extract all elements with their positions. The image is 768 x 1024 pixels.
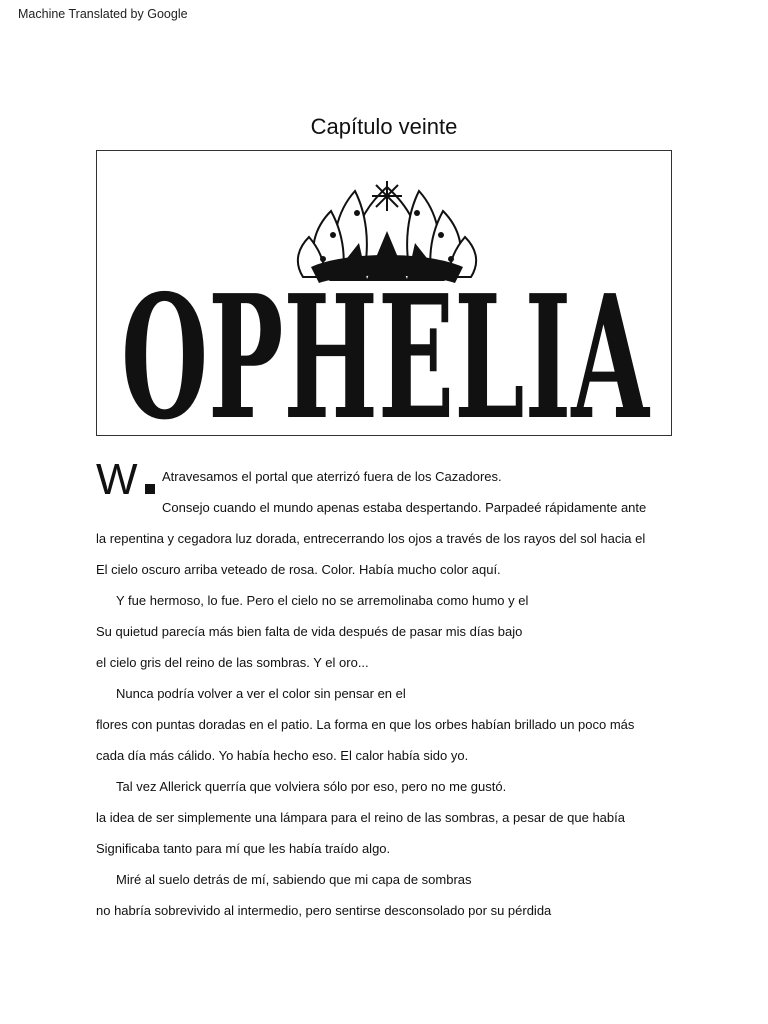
ophelia-logo	[96, 150, 672, 436]
paragraph-line: la repentina y cegadora luz dorada, entrecerrando los ojos a través de los rayos del sol hacia el	[96, 531, 646, 546]
paragraph-line: el cielo gris del reino de las sombras. Y el oro...	[96, 655, 369, 670]
logo-wordmark: OPHELIA	[121, 258, 651, 437]
paragraph-line: Miré al suelo detrás de mí, sabiendo que mi capa de sombras	[116, 872, 472, 887]
machine-translation-banner: Machine Translated by Google	[18, 7, 188, 21]
paragraph-line: Tal vez Allerick querría que volviera sólo por eso, pero no me gustó.	[116, 779, 507, 794]
chapter-title: Capítulo veinte	[310, 114, 458, 139]
paragraph-line: flores con puntas doradas en el patio. La forma en que los orbes habían brillado un poco más	[96, 717, 635, 732]
drop-cap-letter: W	[96, 455, 138, 504]
logo-artwork	[97, 151, 673, 437]
paragraph-line: Atravesamos el portal que aterrizó fuera de los Cazadores.	[162, 469, 502, 484]
paragraph-line: Consejo cuando el mundo apenas estaba despertando. Parpadeé rápidamente ante	[162, 500, 647, 515]
paragraph-line: Significaba tanto para mí que les había traído algo.	[96, 841, 391, 856]
crown-star	[372, 181, 402, 211]
paragraph-line: El cielo oscuro arriba veteado de rosa. Color. Había mucho color aquí.	[96, 562, 501, 577]
paragraph-line: Su quietud parecía más bien falta de vida después de pasar mis días bajo	[96, 624, 523, 639]
paragraph-line: Y fue hermoso, lo fue. Pero el cielo no se arremolinaba como humo y el	[116, 593, 529, 608]
paragraph-line: cada día más cálido. Yo había hecho eso. El calor había sido yo.	[96, 748, 469, 763]
drop-cap-dot	[145, 484, 155, 494]
paragraph-line: la idea de ser simplemente una lámpara para el reino de las sombras, a pesar de que había	[96, 810, 625, 825]
paragraph-line: no habría sobrevivido al intermedio, pero sentirse desconsolado por su pérdida	[96, 903, 552, 918]
paragraph-line: Nunca podría volver a ver el color sin pensar en el	[116, 686, 406, 701]
